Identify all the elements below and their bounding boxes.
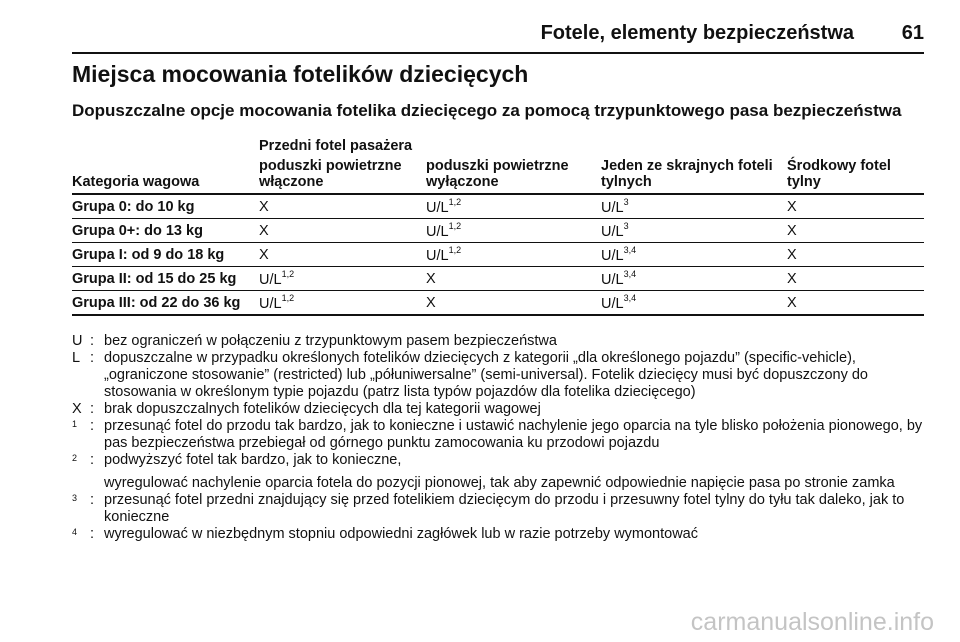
col-weight-category: Kategoria wagowa bbox=[72, 174, 200, 190]
legend bbox=[72, 333, 924, 543]
col-rear-outer-seat: Jeden ze skrajnych foteli tylnych bbox=[601, 158, 773, 190]
legend-item-note-2: 2 : podwyższyć fotel tak bardzo, jak to konieczne, bbox=[72, 452, 924, 469]
airbag-off-cell: $U/L^{1,2}$ bbox=[426, 219, 601, 243]
weight-category-cell: Grupa III: od 22 do 36 kg bbox=[72, 291, 259, 316]
rear-outer-cell: $U/L^{3,4}$ bbox=[601, 267, 787, 291]
running-header bbox=[72, 22, 924, 50]
rear-center-cell: X bbox=[787, 291, 924, 316]
header-rule bbox=[72, 52, 924, 54]
legend-text: podwyższyć fotel tak bardzo, jak to konieczne, bbox=[104, 452, 402, 468]
legend-item-x: X : brak dopuszczalnych fotelików dziecięcych dla tej kategorii wagowej bbox=[72, 401, 924, 418]
legend-item-l: L : dopuszczalne w przypadku określonych fotelików dziecięcych z kategorii „dla określonego pojazdu” (specific-vehicle), „ograniczone stosowanie” (restricted) lub „półuniwersalne” (semi-universal). Fotelik dziecięcy musi być dopuszczony do stosowania w określonym typie pojazdu (patrz lista typów pojazdów dla fotelika dziecięcego) bbox=[72, 350, 924, 401]
airbag-on-cell: $U/L^{1,2}$ bbox=[259, 291, 426, 316]
table-header-row bbox=[72, 154, 924, 194]
table-row bbox=[72, 267, 924, 291]
table-row bbox=[72, 194, 924, 219]
legend-key: X bbox=[72, 401, 82, 417]
legend-text: brak dopuszczalnych fotelików dziecięcych dla tej kategorii wagowej bbox=[104, 401, 541, 417]
legend-item-note-4: 4 : wyregulować w niezbędnym stopniu odpowiedni zagłówek lub w razie potrzeby wymontować bbox=[72, 526, 924, 543]
weight-category-cell: Grupa I: od 9 do 18 kg bbox=[72, 243, 259, 267]
legend-key: 2 bbox=[72, 453, 78, 463]
rear-outer-cell: $U/L^3$ bbox=[601, 219, 787, 243]
table-row bbox=[72, 291, 924, 316]
legend-text: przesunąć fotel przedni znajdujący się przed fotelikiem dziecięcym do przodu i przesuwny fotel tylny do tyłu tak daleko, jak to konieczne bbox=[104, 492, 905, 525]
legend-item-note-2-continued bbox=[72, 475, 924, 492]
table-row bbox=[72, 219, 924, 243]
section-title: Miejsca mocowania fotelików dziecięcych bbox=[72, 61, 529, 87]
airbag-on-cell: X bbox=[259, 194, 426, 219]
legend-key: U bbox=[72, 333, 83, 349]
weight-category-cell: Grupa II: od 15 do 25 kg bbox=[72, 267, 259, 291]
legend-text: wyregulować w niezbędnym stopniu odpowiedni zagłówek lub w razie potrzeby wymontować bbox=[104, 526, 698, 542]
airbag-on-cell: $U/L^{1,2}$ bbox=[259, 267, 426, 291]
rear-center-cell: X bbox=[787, 243, 924, 267]
table-row bbox=[72, 243, 924, 267]
legend-key: 3 bbox=[72, 493, 78, 503]
legend-text: bez ograniczeń w połączeniu z trzypunktowym pasem bezpieczeństwa bbox=[104, 333, 557, 349]
rear-outer-cell: $U/L^{3,4}$ bbox=[601, 291, 787, 316]
rear-outer-cell: $U/L^{3,4}$ bbox=[601, 243, 787, 267]
rear-center-cell: X bbox=[787, 267, 924, 291]
running-title: Fotele, elementy bezpieczeństwa bbox=[540, 22, 854, 44]
airbag-off-cell: $U/L^{1,2}$ bbox=[426, 194, 601, 219]
watermark: carmanualsonline.info bbox=[690, 608, 934, 636]
legend-key: 4 bbox=[72, 527, 78, 537]
legend-item-note-1: 1 : przesunąć fotel do przodu tak bardzo, jak to konieczne i ustawić nachylenie jego oparcia na tyle blisko położenia pionowego, by pas bezpieczeństwa przebiegał od górnego punktu zamocowania ku przodowi pojazdu bbox=[72, 418, 923, 451]
airbag-off-cell: X bbox=[426, 267, 601, 291]
rear-center-cell: X bbox=[787, 194, 924, 219]
section-subtitle: Dopuszczalne opcje mocowania fotelika dziecięcego za pomocą trzypunktowego pasa bezpieczeństwa bbox=[72, 101, 902, 120]
col-airbag-on: poduszki powietrzne włączone bbox=[259, 158, 402, 190]
rear-center-cell: X bbox=[787, 219, 924, 243]
legend-text: wyregulować nachylenie oparcia fotela do pozycji pionowej, tak aby zapewnić odpowiednie napięcie pasa po stronie zamka bbox=[104, 475, 895, 491]
legend-item-note-3: 3 : przesunąć fotel przedni znajdujący się przed fotelikiem dziecięcym do przodu i przesuwny fotel tylny do tyłu tak daleko, jak to konieczne bbox=[72, 492, 924, 526]
table-group-header-row bbox=[72, 134, 924, 154]
table-corner bbox=[72, 134, 259, 154]
page-number: 61 bbox=[901, 22, 924, 44]
weight-category-cell: Grupa 0: do 10 kg bbox=[72, 194, 259, 219]
airbag-on-cell: X bbox=[259, 243, 426, 267]
airbag-on-cell: X bbox=[259, 219, 426, 243]
legend-text: dopuszczalne w przypadku określonych fotelików dziecięcych z kategorii „dla określonego pojazdu” (specific-vehicle), „ograniczone stosowanie” (restricted) lub „półuniwersalne” (semi-universal). Fotelik dziecięcy musi być dopuszczony do stosowania w określonym typie pojazdu (patrz lista typów pojazdów dla fotelika dziecięcego) bbox=[104, 350, 868, 400]
airbag-off-cell: $U/L^{1,2}$ bbox=[426, 243, 601, 267]
airbag-off-cell: X bbox=[426, 291, 601, 316]
col-rear-center-seat: Środkowy fotel tylny bbox=[787, 158, 891, 190]
front-passenger-seat-header: Przedni fotel pasażera bbox=[259, 138, 413, 154]
legend-key: L bbox=[72, 350, 81, 366]
rear-outer-cell: $U/L^3$ bbox=[601, 194, 787, 219]
child-seat-table bbox=[72, 134, 924, 316]
weight-category-cell: Grupa 0+: do 13 kg bbox=[72, 219, 259, 243]
legend-key: 1 bbox=[72, 419, 78, 429]
legend-item-u: U : bez ograniczeń w połączeniu z trzypunktowym pasem bezpieczeństwa bbox=[72, 333, 924, 350]
legend-text: przesunąć fotel do przodu tak bardzo, jak to konieczne i ustawić nachylenie jego oparcia na tyle blisko położenia pionowego, by pas bezpieczeństwa przebiegał od górnego punktu zamocowania ku przodowi pojazdu bbox=[104, 418, 923, 451]
col-airbag-off: poduszki powietrzne wyłączone bbox=[426, 158, 569, 190]
